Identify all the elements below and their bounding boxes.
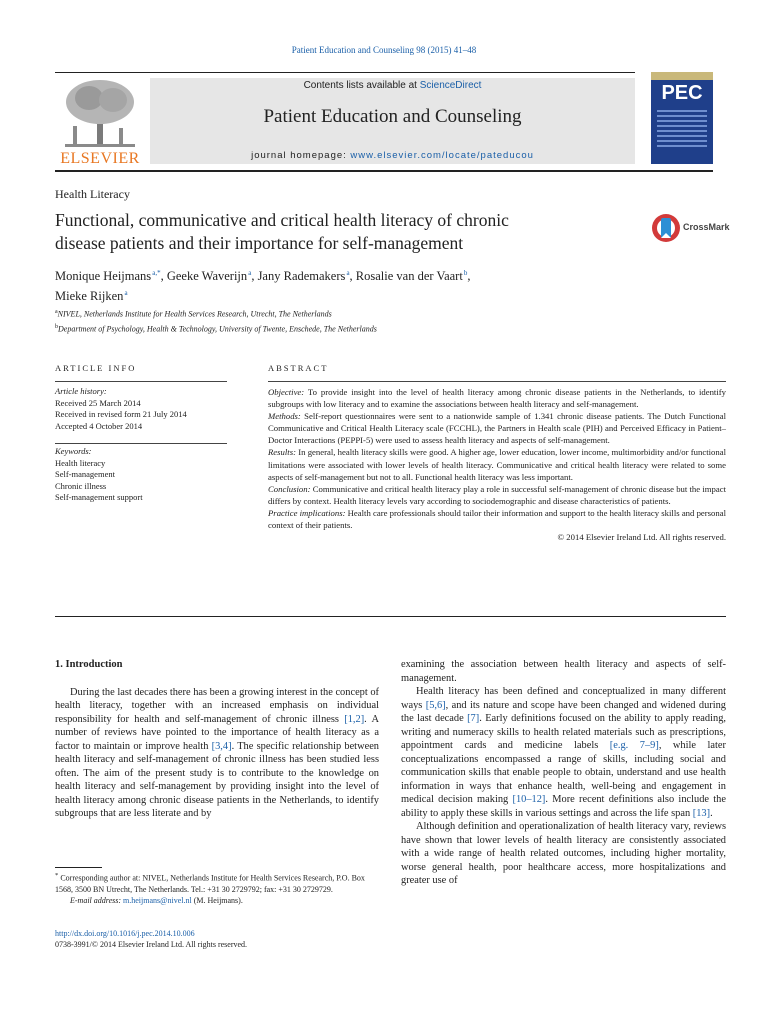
paragraph-text: Health literacy has been defined and conceptualized in many different ways <box>401 686 726 711</box>
abstract-methods: Methods: Self-report questionnaires were sent to a nationwide sample of 1.341 chronic disease patients. The Dutch Functional Communicative and Critical Health Literacy scale (FCCHL), the Partners in Health scale (PIH) and Perceived Efficacy in Patient–Doctor Interactions (PEPPI-5) were used to assess health literacy and aspects of self-management. <box>268 411 726 446</box>
article-title <box>55 209 625 255</box>
keywords <box>55 446 227 504</box>
paragraph-text: . A number of reviews have pointed to the importance of health literacy as a factor to maintain or improve health <box>55 713 379 752</box>
contents-line <box>150 80 635 91</box>
section-heading-introduction: 1. Introduction <box>55 659 123 670</box>
journal-reference[interactable]: Patient Education and Counseling 98 (2015) 41–48 <box>291 45 477 55</box>
author[interactable]: Jany Rademakers $^a$ <box>257 269 350 284</box>
issn-line: 0738-3991/© 2014 Elsevier Ireland Ltd. All rights reserved. <box>55 940 248 949</box>
crossmark-badge[interactable] <box>651 212 731 244</box>
abstract-practice-implications: Practice implications: Health care professionals should tailor their information and support to the health literacy skills and personal context of their patients. <box>268 507 726 531</box>
journal-banner <box>150 78 635 164</box>
citation-link[interactable]: [5,6] <box>425 699 446 711</box>
article-info-heading: ARTICLE INFO <box>55 363 137 373</box>
contents-prefix: Contents lists available at <box>303 80 420 91</box>
homepage-link[interactable]: www.elsevier.com/locate/pateducou <box>350 150 534 161</box>
history-item: Received 25 March 2014 <box>55 397 141 408</box>
cover-lines <box>657 110 707 150</box>
history-item: Accepted 4 October 2014 <box>55 420 143 431</box>
email-link[interactable]: m.heijmans@nivel.nl <box>123 895 192 905</box>
abstract-copyright: © 2014 Elsevier Ireland Ltd. All rights reserved. <box>557 532 726 543</box>
email-line: E-mail address: m.heijmans@nivel.nl (M. Heijmans). <box>70 895 243 905</box>
paragraph-text: During the last decades there has been a growing interest in the concept of health literacy, together with an increased emphasis on individual responsibility for health and self-management of chronic illness <box>55 686 380 725</box>
article-info-rule <box>55 381 227 382</box>
keywords-label: Keywords: <box>55 446 92 456</box>
keyword: Self-management support <box>55 492 143 502</box>
citation-link[interactable]: [13] <box>692 807 711 819</box>
corresponding-author-note: * Corresponding author at: NIVEL, Netherlands Institute for Health Services Research, P.O. Box 1568, 3500 BN Utrecht, The Netherlands. Tel.: +31 30 2729792; fax: +31 30 2729729. <box>55 872 365 894</box>
section-label: Health Literacy <box>55 187 130 201</box>
keyword: Health literacy <box>55 457 106 468</box>
crossmark-icon <box>651 212 681 244</box>
history-label: Article history: <box>55 386 107 396</box>
title-line-1: Functional, communicative and critical health literacy of chronic <box>55 210 509 230</box>
body-left-column <box>55 658 379 821</box>
affiliations <box>55 306 655 335</box>
abstract-results: Results: In general, health literacy skills were good. A higher age, lower education, lower income, multimorbidity and/or functional limitations were associated with lower levels of health literacy. Communicative and critical health literacy were related to some aspects of self-management but not to all. Functional health literacy was less important. <box>268 447 726 482</box>
top-rule <box>55 72 635 73</box>
affiliation: $^b$Department of Psychology, Health & Technology, University of Twente, Enschede, The Netherlands <box>55 323 377 334</box>
paragraph-text: . <box>710 807 713 819</box>
header-rule <box>55 170 713 172</box>
paragraph-text: . Early definitions focused on the ability to apply reading, writing and numeracy skills to health related materials such as prescriptions, appointment cards and medicine labels <box>401 713 726 751</box>
author-list: Monique Heijmans $^{a,*}$, Geeke Waverijn $^a$, Jany Rademakers $^a$, Rosalie van der Vaart $^b$, Mieke Rijken $^a$ <box>55 269 471 304</box>
paragraph-text: , and its nature and scope have been changed and widened during the last decade <box>401 699 726 724</box>
author[interactable]: Mieke Rijken $^a$ <box>55 289 128 304</box>
elsevier-wordmark: ELSEVIER <box>60 150 140 167</box>
abstract-bottom-rule <box>55 616 726 617</box>
footnote <box>55 870 379 906</box>
title-line-2: disease patients and their importance for self-management <box>55 233 464 253</box>
abstract-conclusion: Conclusion: Communicative and critical health literacy play a role in successful self-management of chronic disease but the impact differs by context. Health literacy levels vary according to sociodemographic and disease characteristics of patients. <box>268 483 726 506</box>
sciencedirect-link[interactable]: ScienceDirect <box>419 80 482 91</box>
body-paragraph <box>55 686 379 821</box>
keyword: Chronic illness <box>55 480 107 491</box>
journal-name: Patient Education and Counseling <box>263 106 522 127</box>
homepage-line <box>150 150 635 161</box>
abstract-rule <box>268 381 726 382</box>
body-paragraph <box>401 820 726 888</box>
tree-icon <box>61 78 139 150</box>
author[interactable]: Rosalie van der Vaart $^b$ <box>355 269 468 284</box>
citation-link[interactable]: [7] <box>467 713 480 724</box>
paragraph-text: Although definition and operationalization of health literacy vary, reviews have shown that lower levels of health literacy are consistently associated with a wide range of health related outcomes, including higher mortality, worse general health, poor healthcare access, more hospitalizations and greater use of <box>401 821 726 886</box>
author[interactable]: Geeke Waverijn $^a$ <box>166 269 252 284</box>
paragraph-text: . The specific relationship between health literacy and self-management of chronic illness has been studied less often. The aim of the present study is to contribute to the knowledge on health literacy and self-management by providing insight into the level of health literacy among chronic disease patients in the Netherlands, to identify subgroups that are less literate and by <box>55 740 379 819</box>
paragraph-text: . More recent definitions also include the ability to apply these skills in various settings and across the life span <box>401 794 726 819</box>
abstract-body <box>268 386 726 543</box>
footnote-rule <box>55 867 102 868</box>
crossmark-label: CrossMark <box>683 222 730 232</box>
homepage-prefix: journal homepage: <box>251 150 351 161</box>
citation-link[interactable]: [3,4] <box>211 740 232 752</box>
elsevier-logo <box>55 78 145 166</box>
abstract-heading: ABSTRACT <box>268 363 329 373</box>
cover-strip <box>651 72 713 80</box>
citation-link[interactable]: [10–12] <box>512 794 546 805</box>
body-right-column <box>401 658 726 888</box>
keyword: Self-management <box>55 469 115 479</box>
affiliation: $^a$NIVEL, Netherlands Institute for Health Services Research, Utrecht, The Netherlands <box>55 309 332 319</box>
abstract-objective: Objective: To provide insight into the level of health literacy among chronic disease patients in the Netherlands, to identify subgroups with low literacy and to examine the associations between health literacy and self-management. <box>268 387 726 410</box>
doi-block <box>55 928 247 950</box>
paragraph-text: examining the association between health literacy and aspects of self-management. <box>401 659 726 684</box>
citation-link[interactable]: [e.g. 7–9] <box>609 740 659 751</box>
doi-link[interactable]: http://dx.doi.org/10.1016/j.pec.2014.10.006 <box>55 929 195 938</box>
cover-title: PEC <box>661 82 703 104</box>
journal-cover[interactable] <box>651 72 713 164</box>
history-item: Received in revised form 21 July 2014 <box>55 409 187 419</box>
keywords-rule <box>55 443 227 444</box>
body-paragraph <box>401 685 726 820</box>
paragraph-text: , while later conceptualizations encompassed a range of skills, including social and communication skills that enable people to obtain, understand and use health information in ways that enhance health, well-being and engagement in medical decision making <box>401 740 726 805</box>
citation-link[interactable]: [1,2] <box>344 713 365 725</box>
article-history <box>55 386 227 432</box>
body-paragraph <box>401 658 726 685</box>
author[interactable]: Monique Heijmans $^{a,*}$ <box>55 269 161 284</box>
